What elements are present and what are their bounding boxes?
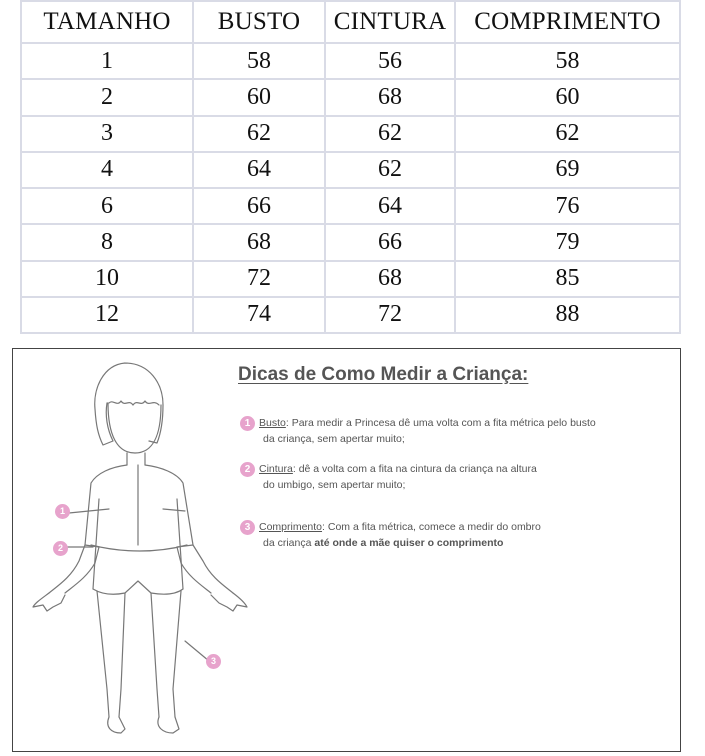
marker-busto: 1	[55, 504, 70, 519]
cell-comprimento: 76	[455, 188, 680, 224]
cell-busto: 60	[193, 79, 325, 115]
cell-busto: 64	[193, 152, 325, 188]
cell-busto: 68	[193, 224, 325, 260]
cell-cintura: 56	[325, 43, 455, 79]
child-silhouette-illustration	[13, 349, 682, 753]
cell-busto: 66	[193, 188, 325, 224]
table-row	[21, 152, 680, 188]
cell-tamanho: 3	[21, 116, 193, 152]
cell-comprimento: 60	[455, 79, 680, 115]
header-cintura: CINTURA	[325, 1, 455, 43]
tip-text-line2: da criança, sem apertar muito;	[263, 433, 405, 445]
cell-busto: 58	[193, 43, 325, 79]
marker-comprimento: 3	[206, 654, 221, 669]
cell-cintura: 68	[325, 79, 455, 115]
tip-number-badge: 1	[240, 416, 255, 431]
cell-cintura: 66	[325, 224, 455, 260]
tip-term: Cintura	[259, 463, 293, 475]
tip-text-plain: da criança	[263, 537, 315, 549]
table-row	[21, 297, 680, 333]
cell-comprimento: 85	[455, 261, 680, 297]
marker-cintura: 2	[53, 541, 68, 556]
tip-text: : Com a fita métrica, comece a medir do ombro	[322, 521, 541, 533]
tip-term: Comprimento	[259, 521, 323, 533]
cell-comprimento: 69	[455, 152, 680, 188]
table-row	[21, 43, 680, 79]
tip-busto	[240, 415, 680, 447]
tip-text-line2: do umbigo, sem apertar muito;	[263, 479, 406, 491]
table-row	[21, 79, 680, 115]
header-tamanho: TAMANHO	[21, 1, 193, 43]
table-row	[21, 261, 680, 297]
cell-tamanho: 10	[21, 261, 193, 297]
table-row	[21, 188, 680, 224]
cell-cintura: 62	[325, 116, 455, 152]
cell-busto: 62	[193, 116, 325, 152]
cell-tamanho: 2	[21, 79, 193, 115]
tip-term: Busto	[259, 417, 286, 429]
cell-tamanho: 8	[21, 224, 193, 260]
cell-cintura: 72	[325, 297, 455, 333]
cell-cintura: 62	[325, 152, 455, 188]
tip-cintura	[240, 461, 680, 493]
cell-tamanho: 1	[21, 43, 193, 79]
cell-tamanho: 4	[21, 152, 193, 188]
cell-cintura: 64	[325, 188, 455, 224]
tip-number-badge: 2	[240, 462, 255, 477]
cell-comprimento: 58	[455, 43, 680, 79]
tip-text-bold: até onde a mãe quiser o comprimento	[314, 537, 504, 549]
table-row	[21, 116, 680, 152]
cell-cintura: 68	[325, 261, 455, 297]
tip-text-line2	[240, 535, 680, 551]
table-row	[21, 224, 680, 260]
cell-comprimento: 62	[455, 116, 680, 152]
size-table	[20, 0, 681, 334]
cell-busto: 72	[193, 261, 325, 297]
tip-text: : Para medir a Princesa dê uma volta com a fita métrica pelo busto	[285, 417, 596, 429]
cell-comprimento: 88	[455, 297, 680, 333]
tip-text: : dê a volta com a fita na cintura da criança na altura	[292, 463, 537, 475]
cell-busto: 74	[193, 297, 325, 333]
tip-number-badge: 3	[240, 520, 255, 535]
cell-comprimento: 79	[455, 224, 680, 260]
guide-title: Dicas de Como Medir a Criança:	[238, 364, 529, 385]
header-comprimento: COMPRIMENTO	[455, 1, 680, 43]
measuring-guide-panel	[12, 348, 681, 752]
table-header-row	[21, 1, 680, 43]
cell-tamanho: 12	[21, 297, 193, 333]
cell-tamanho: 6	[21, 188, 193, 224]
tip-comprimento	[240, 519, 680, 551]
header-busto: BUSTO	[193, 1, 325, 43]
